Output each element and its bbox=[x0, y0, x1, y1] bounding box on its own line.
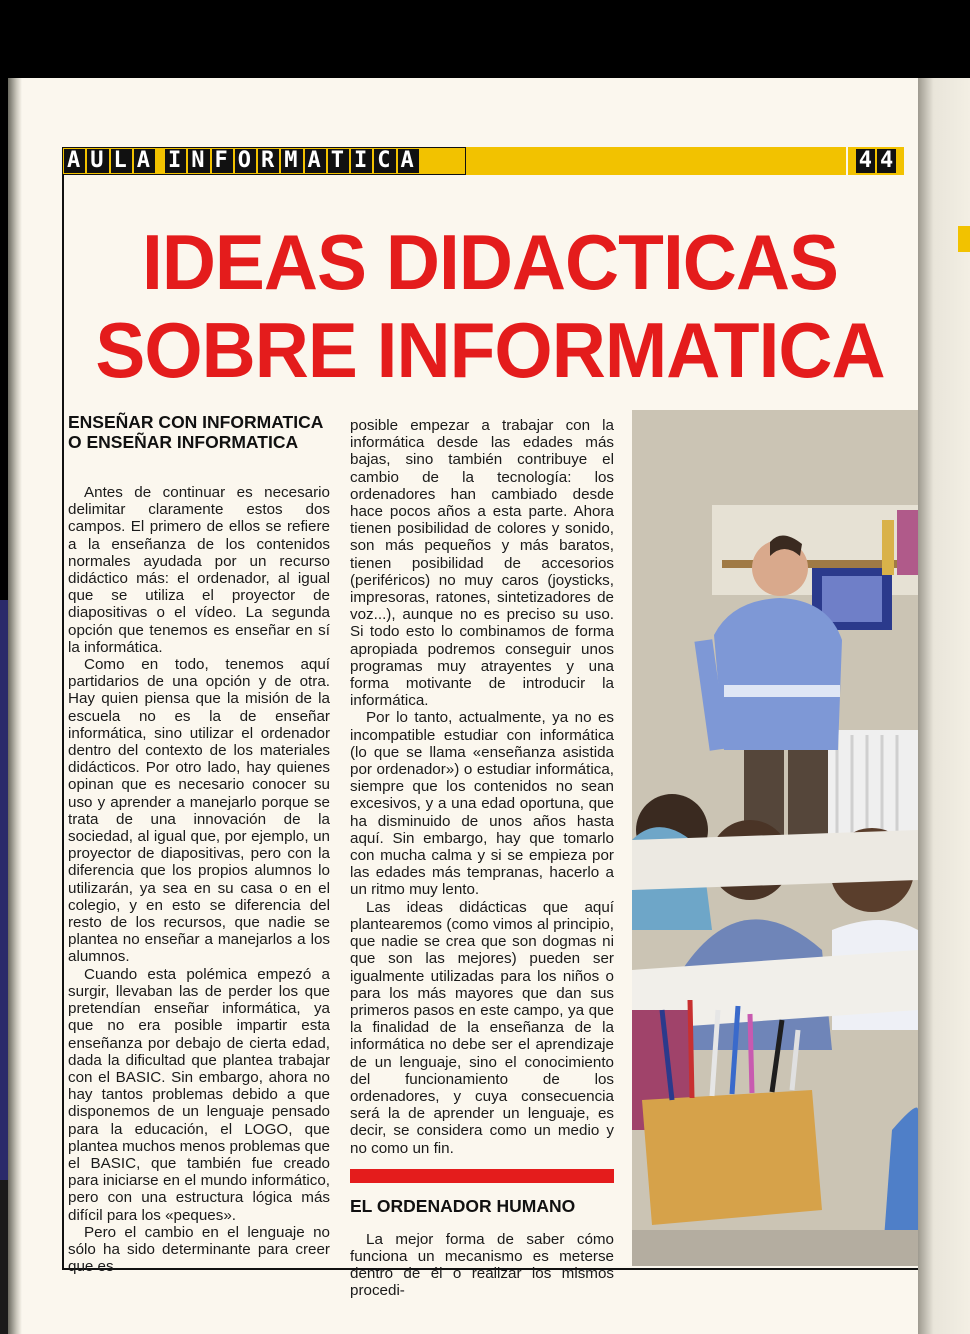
page-number-digit: 4 bbox=[856, 149, 875, 173]
header-letter: O bbox=[235, 149, 256, 173]
header-letter: A bbox=[398, 149, 419, 173]
header-letter: U bbox=[87, 149, 108, 173]
page-number-digit: 4 bbox=[877, 149, 896, 173]
header-letter: I bbox=[165, 149, 186, 173]
paragraph: Por lo tanto, actualmente, ya no es incompatible estudiar con informática (lo que se llama «enseñanza asistida por ordenador») o estudiar informática, siempre que los contenidos no sean excesivos, y a una edad oportuna, que ha disminuido de unos años hasta aquí. Sin embargo, hay que tomarlo con mucha calma y si se empieza por las edades más tempranas, hacerlo a un ritmo muy lento. bbox=[350, 709, 614, 899]
text-column-1 bbox=[68, 412, 330, 1275]
header-letter: A bbox=[134, 149, 155, 173]
header-letter: N bbox=[188, 149, 209, 173]
facing-page-edge bbox=[918, 78, 970, 1334]
header-letter: M bbox=[281, 149, 302, 173]
facing-page-header-bar bbox=[958, 226, 970, 252]
header-letter: A bbox=[64, 149, 85, 173]
header-letter: L bbox=[111, 149, 132, 173]
header-letter: R bbox=[258, 149, 279, 173]
section-header bbox=[62, 147, 904, 175]
section-divider bbox=[350, 1169, 614, 1183]
section-name bbox=[62, 147, 466, 175]
page-number bbox=[848, 147, 904, 175]
frame-rule-left bbox=[62, 175, 64, 1270]
section-heading: ENSEÑAR CON INFORMATICA O ENSEÑAR INFORMATICA bbox=[68, 412, 323, 452]
paragraph: Cuando esta polémica empezó a surgir, llevaban las de perder los que pretendían enseñar informática, ya que no era posible impartir esta enseñanza por debajo de cierta edad, dada la dificultad que plantea trabajar con el BASIC. Sin embargo, ahora no hay tantos problemas debido a que disponemos de un lenguaje pensado para la educación, el LOGO, que plantea muchos menos problemas que el BASIC, que también fue creado para iniciarse en el mundo informático, pero con una estructura lógica más difícil para los «peques». bbox=[68, 965, 330, 1224]
classroom-photo bbox=[632, 410, 918, 1266]
page-gutter-shadow bbox=[8, 78, 22, 1334]
title-line-2: SOBRE INFORMATICA bbox=[95, 306, 885, 394]
header-bar bbox=[466, 147, 846, 175]
spine-edge-lower bbox=[0, 1180, 8, 1334]
classroom-photo-illustration bbox=[632, 410, 918, 1266]
paragraph: Como en todo, tenemos aquí partidarios de una opción y de otra. Hay quien piensa que la misión de la escuela no es la de enseñar informática, sino utilizar el ordenador dentro del contexto de los materiales didácticos. Por otro lado, hay quienes opinan que es necesario conocer su uso y aprender a manejarlo porque se trata de una innovación de la sociedad, al igual que, por ejemplo, un proyector de diapositivas, pero con la diferencia que los propios alumnos lo utilizarán, ya sea en su casa o en el colegio, y en esto se diferencia del resto de los recursos, que nadie se plantea no enseñar a manejarlos a los alumnos. bbox=[68, 656, 330, 966]
article-title bbox=[79, 218, 901, 394]
paragraph: La mejor forma de saber cómo funciona un mecanismo es meterse dentro de él o realizar los mismos procedi- bbox=[350, 1230, 614, 1300]
header-letter: F bbox=[212, 149, 233, 173]
paragraph: Pero el cambio en el lenguaje no sólo ha sido determinante para creer que es bbox=[68, 1223, 330, 1276]
title-line-1: IDEAS DIDACTICAS bbox=[141, 218, 839, 306]
header-letter: A bbox=[305, 149, 326, 173]
header-letter: I bbox=[351, 149, 372, 173]
section-heading: EL ORDENADOR HUMANO bbox=[350, 1195, 576, 1216]
paragraph: posible empezar a trabajar con la informática desde las edades más bajas, sino también contribuye el cambio de la tecnología: los ordenadores han cambiado desde hace pocos años a esta parte. Ahora tienen posibilidad de colores y sonido, son más pequeños y más baratos, tienen posibilidad de accesorios (periféricos) no muy caros (joysticks, impresoras, ratones, sintetizadores de voz...), aunque no es preciso su uso. Si todo esto lo combinamos de forma apropiada podremos conseguir unos programas muy atrayentes y una forma motivante de introducir la informática. bbox=[350, 417, 614, 710]
spine-edge bbox=[0, 600, 8, 1180]
paragraph: Las ideas didácticas que aquí plantearemos (como vimos al principio, que nadie se crea que son dogmas ni que son las mejores) pueden ser igualmente utilizadas para los niños o para los más mayores que dan sus primeros pasos en este campo, ya que la finalidad de la enseñanza de la informática no debe ser el aprendizaje de un lenguaje, sino el conocimiento del funcionamiento de los ordenadores, y cuya consecuencia será la de aprender un lenguaje, es decir, se considera como un medio y no como un fin. bbox=[350, 898, 614, 1157]
header-letter: T bbox=[328, 149, 349, 173]
text-column-2 bbox=[350, 417, 614, 1300]
header-letter: C bbox=[374, 149, 395, 173]
paragraph: Antes de continuar es necesario delimitar claramente estos dos campos. El primero de ellos se refiere a la enseñanza de los contenidos normales ayudada por un recurso didáctico más: el ordenador, al igual que se utiliza el proyector de diapositivas o el vídeo. La segunda opción que tenemos es enseñar en sí la informática. bbox=[68, 484, 330, 656]
